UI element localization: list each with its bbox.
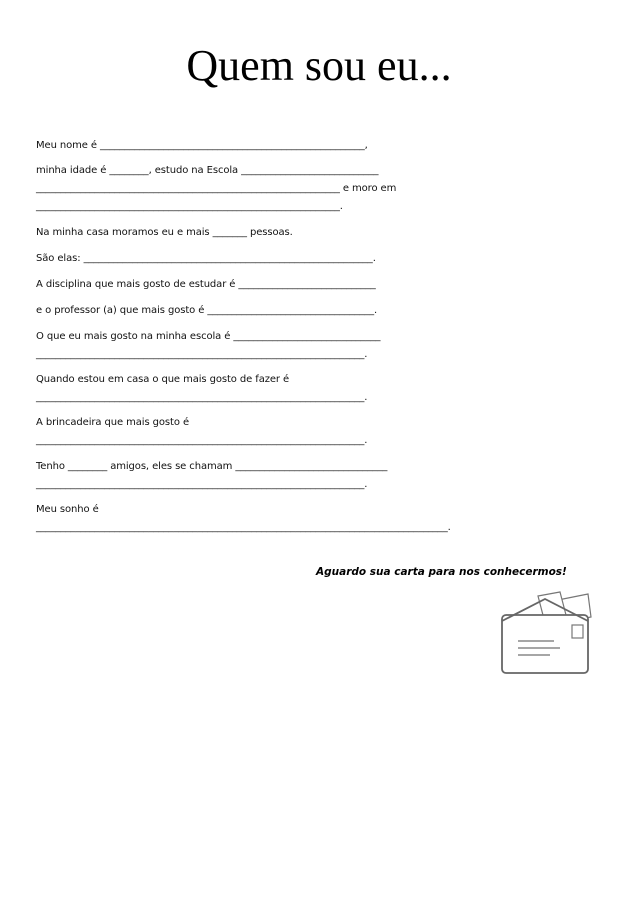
home-activity-line: Quando estou em casa o que mais gosto de fazer é (36, 374, 290, 385)
dream-blank: ____________________________________________________________________________________. (36, 522, 451, 533)
envelope-icon (498, 591, 596, 683)
home-activity-blank: ___________________________________________________________________. (36, 392, 368, 403)
page-title: Quem sou eu... (186, 41, 452, 90)
household-line: Na minha casa moramos eu e mais _______ pessoas. (36, 227, 293, 238)
name-line: Meu nome é ______________________________________________________, (36, 140, 368, 151)
friends-line: Tenho ________ amigos, eles se chamam _______________________________ (36, 461, 388, 472)
school-blank-line: ______________________________________________________________ e moro em (36, 183, 397, 194)
closing-message: Aguardo sua carta para nos conhecermos! (316, 566, 567, 578)
favorite-game-blank: ___________________________________________________________________. (36, 435, 368, 446)
address-blank-line: ______________________________________________________________. (36, 201, 343, 212)
favorite-school-thing-blank: ___________________________________________________________________. (36, 349, 368, 360)
favorite-subject-line: A disciplina que mais gosto de estudar é ____________________________ (36, 279, 376, 290)
friends-blank: ___________________________________________________________________. (36, 479, 368, 490)
favorite-school-thing-line: O que eu mais gosto na minha escola é ______________________________ (36, 331, 381, 342)
household-names-line: São elas: ___________________________________________________________. (36, 253, 376, 264)
age-school-line: minha idade é ________, estudo na Escola ____________________________ (36, 165, 379, 176)
favorite-game-line: A brincadeira que mais gosto é (36, 417, 190, 428)
favorite-teacher-line: e o professor (a) que mais gosto é __________________________________. (36, 305, 378, 316)
dream-line: Meu sonho é (36, 504, 99, 515)
